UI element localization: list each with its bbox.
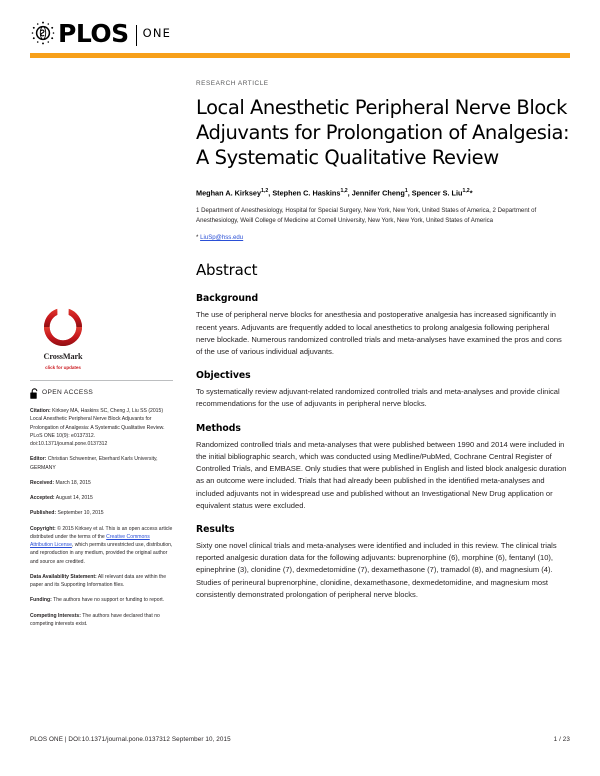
editor-text: Christian Schwentner, Eberhard Karls University, GERMANY bbox=[30, 456, 158, 471]
funding-text: The authors have no support or funding to report. bbox=[51, 597, 165, 604]
plos-wordmark: PLOS bbox=[58, 18, 129, 48]
published-label: Published: bbox=[30, 510, 57, 517]
sidebar-divider bbox=[30, 380, 173, 381]
received-label: Received: bbox=[30, 479, 55, 486]
crossmark-title: CrossMark bbox=[43, 352, 83, 361]
open-access-label: OPEN ACCESS bbox=[42, 389, 94, 397]
author-affiliation-marker: 1,2 bbox=[462, 187, 470, 194]
crossmark-badge[interactable] bbox=[32, 305, 94, 371]
accent-bar bbox=[30, 53, 570, 58]
corresponding-marker: * bbox=[469, 188, 473, 198]
author-name[interactable]: Stephen C. Haskins bbox=[272, 188, 341, 198]
published-date: September 10, 2015 bbox=[56, 510, 104, 517]
open-lock-icon bbox=[30, 388, 39, 399]
editor-label: Editor: bbox=[30, 456, 47, 463]
funding-label: Funding: bbox=[30, 597, 52, 604]
masthead bbox=[30, 18, 570, 58]
citation-text: Kirksey MA, Haskins SC, Cheng J, Liu SS (2015) Local Anesthetic Peripheral Nerve Block Adjuvants for Prolongation of Analgesia: A Systematic Qualitative Review. PLoS ONE 10(9): e0137312. doi:10.1371/journal.pone.0137312 bbox=[30, 408, 165, 448]
page-footer bbox=[30, 736, 570, 743]
crossmark-badge-icon bbox=[41, 305, 85, 349]
copyright-text-before: © 2015 Kirksey et al. This is an open access article distributed under the terms of the bbox=[30, 525, 173, 540]
affiliations: 1 Department of Anesthesiology, Hospital for Special Surgery, New York, New York, United States of America, 2 Department of Anesthesiology, Weill College of Medicine at Cornell University, New York, New York, United States of America bbox=[196, 206, 537, 225]
accepted-label: Accepted: bbox=[30, 495, 55, 502]
data-availability-text: All relevant data are within the paper and its Supporting Information files. bbox=[30, 573, 167, 589]
section-heading-results: Results bbox=[196, 523, 235, 535]
corresponding-author bbox=[196, 234, 570, 241]
section-text-objectives: To systematically review adjuvant-related randomized controlled trials and meta-analyses and provide clinical recommendations for the use of adjuvants in peripheral nerve blocks. bbox=[196, 387, 560, 409]
page-title: Local Anesthetic Peripheral Nerve Block Adjuvants for Prolongation of Analgesia: A Systematic Qualitative Review bbox=[196, 96, 570, 169]
data-availability-entry bbox=[30, 573, 173, 590]
section-text-results: Sixty one novel clinical trials and meta-analyses were identified and included in this review. The clinical trials reported analgesic duration data for the following adjuvants: buprenorphine (6), morphine (6), fentanyl (10), epinephrine (3), clonidine (7), dexmedetomidine (7), dexamethasone (7), tramadol (8), and magnesium (4). Studies of perineural buprenorphine, clonidine, dexamethasone, dexmedetomidine, and magnesium most consistently demonstrated prolongation of peripheral nerve blocks. bbox=[196, 540, 557, 599]
section-heading-methods: Methods bbox=[196, 422, 241, 434]
author-separator: , bbox=[407, 188, 412, 198]
sidebar bbox=[30, 305, 173, 635]
citation-label: Citation: bbox=[30, 408, 51, 415]
copyright-text-after: , which permits unrestricted use, distribution, and reproduction in any medium, provided the original author and source are credited. bbox=[30, 542, 173, 565]
section-heading-background: Background bbox=[196, 293, 259, 305]
author-separator: , bbox=[268, 188, 273, 198]
author-list bbox=[196, 188, 570, 199]
author-name[interactable]: Jennifer Cheng bbox=[351, 188, 405, 198]
section-text-methods: Randomized controlled trials and meta-analyses that were published between 1990 and 2014 were included in the initial bibliographic search, which was conducted using Medline/PubMed, Cochrane Central Register of Controlled Trials, and EMBASE. Only studies that were published in English and listed block analgesic duration as an outcome were included. Trials that had already been published in the identified meta-analyses and included adjuvants not in widespread use and published without an Investigational New Drug application or equivalent status were excluded. bbox=[196, 439, 567, 510]
data-availability-label: Data Availability Statement: bbox=[30, 573, 97, 580]
received-entry bbox=[30, 479, 173, 487]
section-heading-objectives: Objectives bbox=[196, 370, 251, 382]
author-name[interactable]: Meghan A. Kirksey bbox=[196, 188, 262, 198]
accepted-date: August 14, 2015 bbox=[54, 495, 93, 502]
plos-sun-globe-icon bbox=[30, 20, 56, 46]
corresponding-email-link[interactable]: LiuSp@hss.edu bbox=[200, 234, 244, 242]
received-date: March 18, 2015 bbox=[54, 479, 91, 486]
funding-entry bbox=[30, 596, 173, 604]
competing-interests-entry bbox=[30, 612, 173, 629]
copyright-entry bbox=[30, 525, 173, 566]
published-entry bbox=[30, 509, 173, 517]
plos-one-logo[interactable] bbox=[30, 18, 570, 48]
competing-interests-text: The authors have declared that no competing interests exist. bbox=[30, 612, 160, 627]
corresponding-asterisk: * bbox=[196, 234, 199, 242]
author-affiliation-marker: 1,2 bbox=[340, 187, 348, 194]
author-name[interactable]: Spencer S. Liu bbox=[411, 188, 463, 198]
cc-license-link[interactable]: Creative Commons Attribution License bbox=[30, 533, 150, 549]
main-content bbox=[196, 80, 570, 613]
author-separator: , bbox=[347, 188, 352, 198]
editor-entry bbox=[30, 455, 173, 472]
abstract-heading: Abstract bbox=[196, 261, 258, 280]
crossmark-subtitle: click for updates bbox=[45, 364, 81, 370]
page-number: 1 / 23 bbox=[553, 736, 570, 743]
article-type-label: RESEARCH ARTICLE bbox=[196, 80, 269, 87]
competing-interests-label: Competing Interests: bbox=[30, 612, 81, 619]
footer-citation: PLOS ONE | DOI:10.1371/journal.pone.0137312 September 10, 2015 bbox=[30, 736, 231, 743]
journal-name: ONE bbox=[142, 26, 172, 40]
author-affiliation-marker: 1 bbox=[404, 187, 408, 194]
open-access-badge bbox=[30, 388, 173, 399]
section-text-background: The use of peripheral nerve blocks for anesthesia and postoperative analgesia has increased significantly in recent years. Adjuvants are frequently added to local anesthetics to prolong analgesia following peripheral nerve blockade. Numerous randomized controlled trials and meta-analyses have examined the pros and cons of the use of various individual adjuvants. bbox=[196, 310, 562, 356]
citation-entry bbox=[30, 407, 173, 448]
logo-divider bbox=[136, 25, 137, 46]
accepted-entry bbox=[30, 494, 173, 502]
author-affiliation-marker: 1,2 bbox=[261, 187, 269, 194]
copyright-label: Copyright: bbox=[30, 525, 56, 532]
